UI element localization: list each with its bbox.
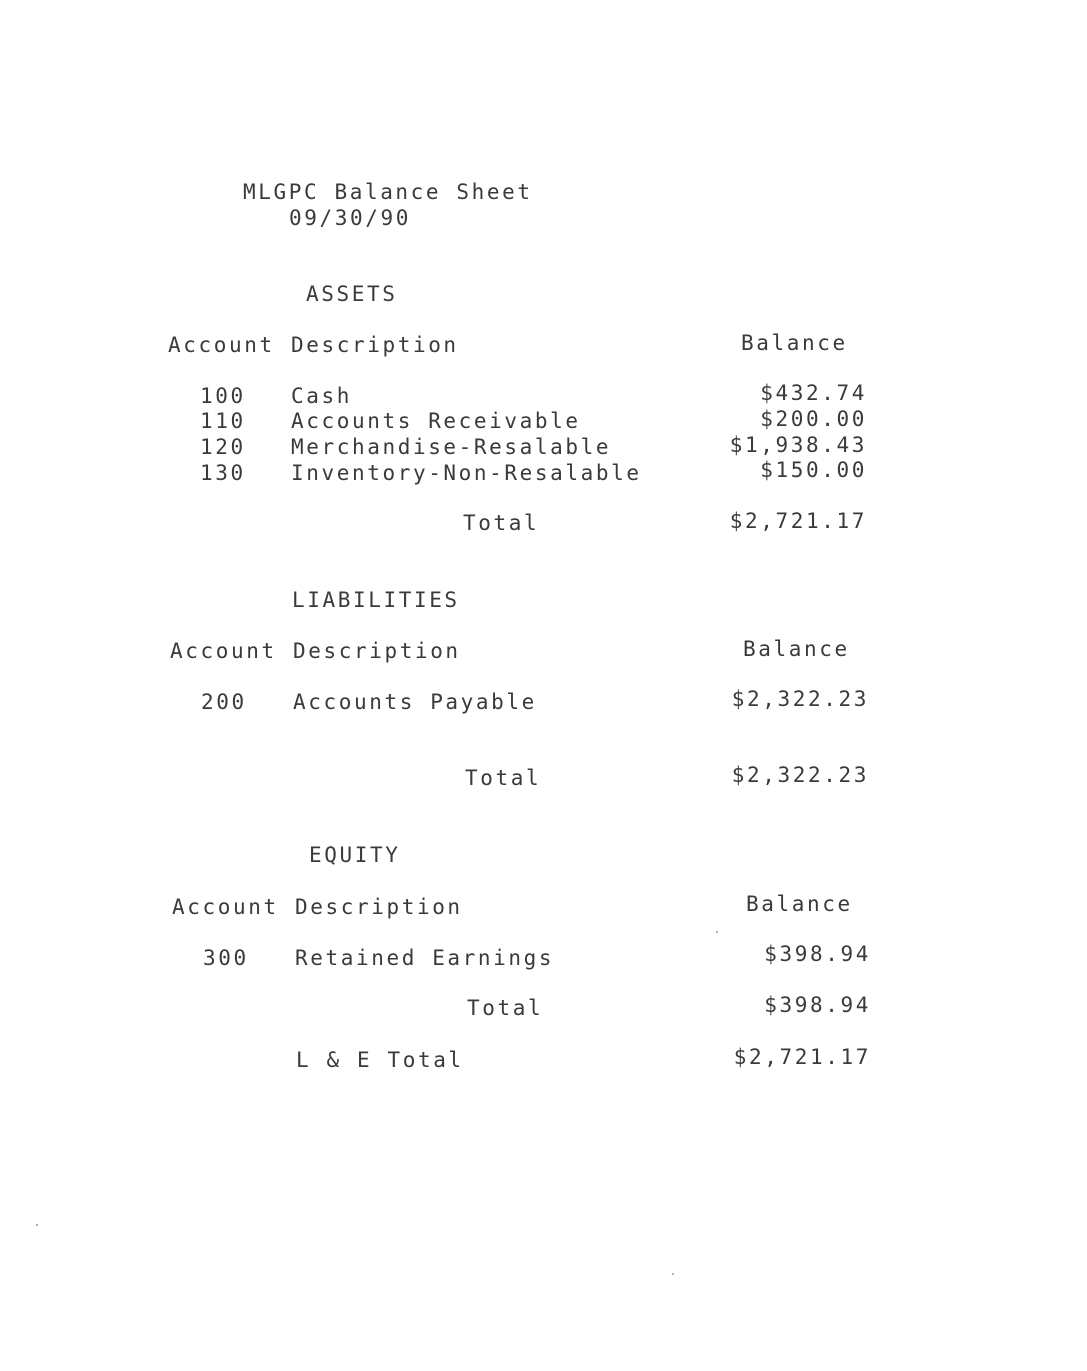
liabilities-col-balance: Balance: [743, 637, 850, 661]
equity-col-description: Description: [295, 895, 463, 919]
liability-description-payable: Accounts Payable: [293, 690, 537, 714]
asset-description-merchandise: Merchandise-Resalable: [291, 435, 612, 459]
liabilities-heading: LIABILITIES: [292, 588, 460, 612]
equity-total-label: Total: [467, 996, 544, 1020]
assets-heading: ASSETS: [306, 282, 398, 306]
asset-balance-merchandise: $1,938.43: [729, 433, 867, 457]
asset-account-110: 110: [200, 409, 246, 433]
assets-total-label: Total: [463, 511, 540, 535]
scan-speck: [672, 1273, 674, 1275]
page-title: MLGPC Balance Sheet: [243, 180, 533, 204]
equity-col-balance: Balance: [746, 892, 853, 916]
equity-heading: EQUITY: [309, 843, 401, 867]
asset-account-100: 100: [200, 384, 246, 408]
asset-description-cash: Cash: [291, 384, 352, 408]
liability-account-200: 200: [201, 690, 247, 714]
liabilities-total-value: $2,322.23: [731, 763, 869, 787]
asset-balance-inventory: $150.00: [760, 458, 867, 482]
asset-description-inventory: Inventory-Non-Resalable: [291, 461, 642, 485]
assets-col-balance: Balance: [741, 331, 848, 355]
asset-balance-cash: $432.74: [760, 381, 867, 405]
scan-speck: [36, 1224, 38, 1226]
equity-description-retained: Retained Earnings: [295, 946, 555, 970]
grand-total-label: L & E Total: [296, 1048, 464, 1072]
grand-total-value: $2,721.17: [733, 1045, 871, 1069]
liabilities-col-account: Account: [170, 639, 277, 663]
assets-total-value: $2,721.17: [729, 509, 867, 533]
asset-account-130: 130: [200, 461, 246, 485]
scan-speck: [716, 931, 718, 933]
report-date: 09/30/90: [289, 206, 411, 230]
liability-balance-payable: $2,322.23: [731, 687, 869, 711]
equity-account-300: 300: [203, 946, 249, 970]
liabilities-col-description: Description: [293, 639, 461, 663]
liabilities-total-label: Total: [465, 766, 542, 790]
assets-col-account: Account: [168, 333, 275, 357]
equity-total-value: $398.94: [764, 993, 871, 1017]
equity-balance-retained: $398.94: [764, 942, 871, 966]
asset-account-120: 120: [200, 435, 246, 459]
equity-col-account: Account: [172, 895, 279, 919]
asset-description-receivable: Accounts Receivable: [291, 409, 581, 433]
assets-col-description: Description: [291, 333, 459, 357]
asset-balance-receivable: $200.00: [760, 407, 867, 431]
